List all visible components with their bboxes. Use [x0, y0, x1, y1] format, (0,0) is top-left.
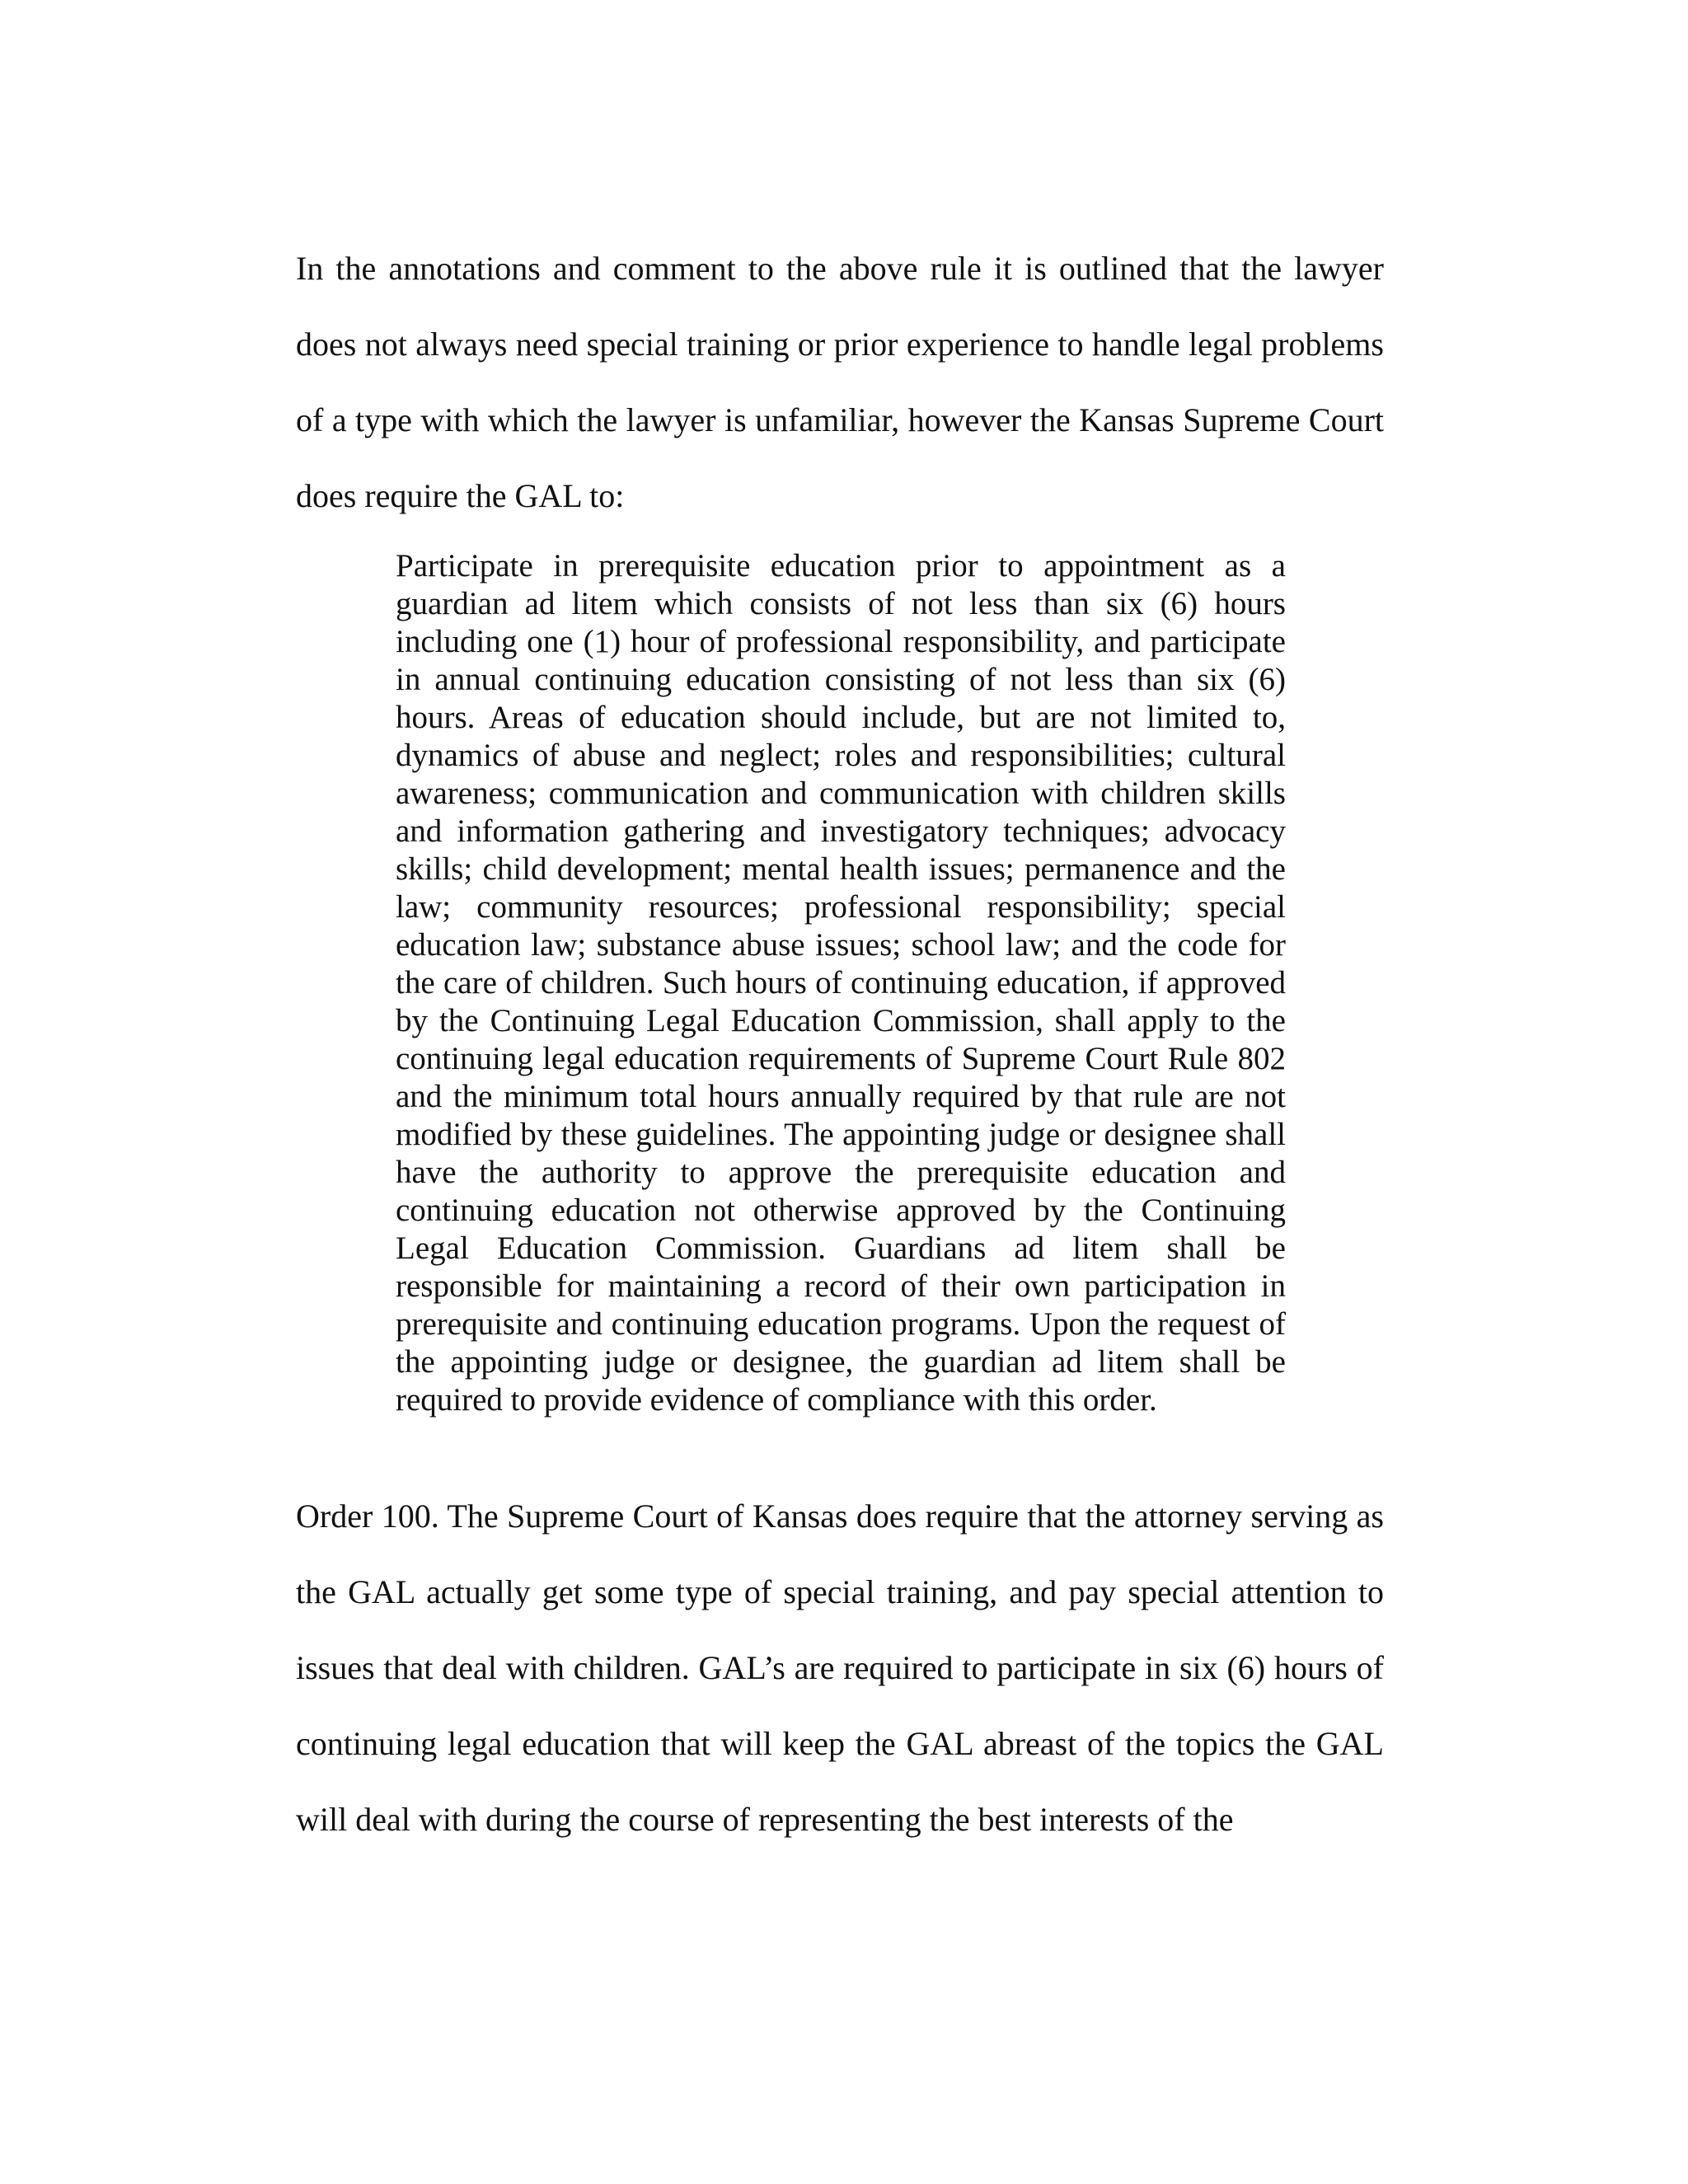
body-paragraph: In the annotations and comment to the above rule it is outlined that the lawyer does not always need special training or prior experience to handle legal problems of a type with which the lawyer is unfamiliar, however the Kansas Supreme Court does require the GAL to: [296, 250, 1384, 514]
block-quote: Participate in prerequisite education prior to appointment as a guardian ad litem which consists of not less than six (6) hours including one (1) hour of professional responsibility, and participate in annual continuing education consisting of not less than six (6) hours. Areas of education should include, but are not limited to, dynamics of abuse and neglect; roles and responsibilities; cultural awareness; communication and communication with children skills and information gathering and investigatory techniques; advocacy skills; child development; mental health issues; permanence and the law; community resources; professional responsibility; special education law; substance abuse issues; school law; and the code for the care of children. Such hours of continuing education, if approved by the Continuing Legal Education Commission, shall apply to the continuing legal education requirements of Supreme Court Rule 802 and the minimum total hours annually required by that rule are not modified by these guidelines. The appointing judge or designee shall have the authority to approve the prerequisite education and continuing education not otherwise approved by the Continuing Legal Education Commission. Guardians ad litem shall be responsible for maintaining a record of their own participation in prerequisite and continuing education programs. Upon the request of the appointing judge or designee, the guardian ad litem shall be required to provide evidence of compliance with this order. [396, 548, 1286, 1418]
body-paragraph-continued: Order 100. The Supreme Court of Kansas does require that the attorney serving as the GAL actually get some type of special training, and pay special attention to issues that deal with children. GAL’s are required to participate in six (6) hours of continuing legal education that will keep the GAL abreast of the topics the GAL will deal with during the course of representing the best interests of the [296, 1497, 1384, 1838]
